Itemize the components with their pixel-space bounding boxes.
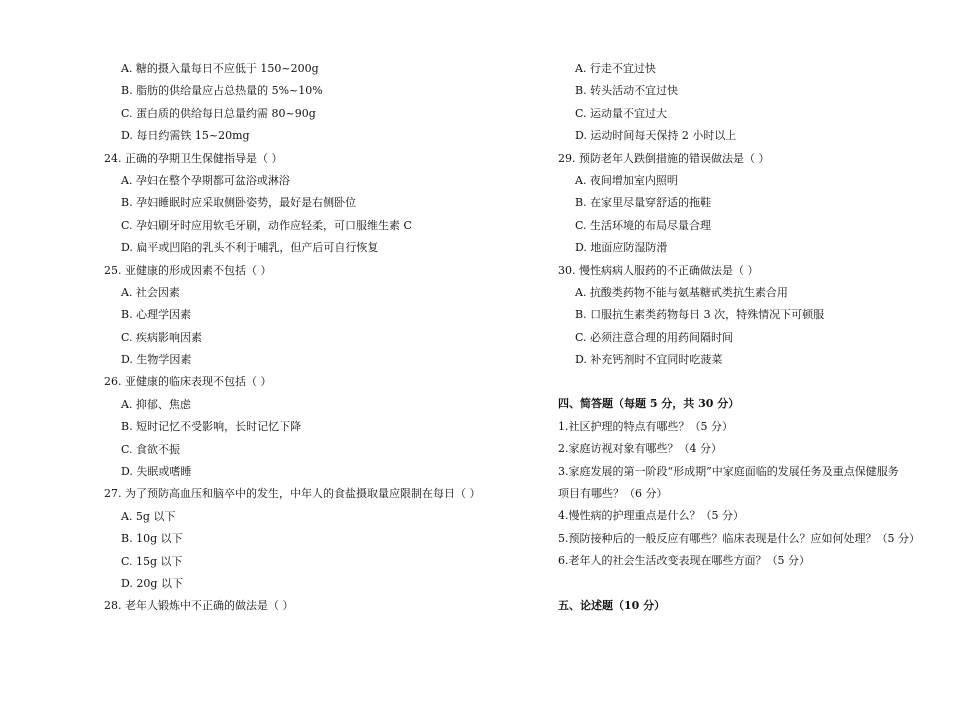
- section-5-title: 五、论述题（10 分）: [558, 598, 666, 612]
- q24-option-b: B. 孕妇睡眠时应采取侧卧姿势，最好是右侧卧位: [121, 196, 357, 210]
- q23-option-b: B. 脂肪的供给量应占总热量的 5%~10%: [121, 84, 323, 98]
- q27-option-a: A. 5g 以下: [121, 509, 176, 523]
- q28-option-d: D. 运动时间每天保持 2 小时以上: [575, 129, 737, 143]
- q26-option-a: A. 抑郁、焦虑: [121, 397, 191, 411]
- q26-option-c: C. 食欲不振: [121, 442, 181, 456]
- q26-option-b: B. 短时记忆不受影响，长时记忆下降: [121, 420, 302, 434]
- q27-option-d: D. 20g 以下: [121, 576, 183, 590]
- q30-option-a: A. 抗酸类药物不能与氨基糖甙类抗生素合用: [575, 285, 788, 299]
- spacer: [558, 371, 958, 393]
- q28-option-c: C. 运动量不宜过大: [575, 106, 668, 120]
- left-column: [104, 58, 544, 618]
- q24-option-d: D. 扁平或凹陷的乳头不利于哺乳，但产后可自行恢复: [121, 241, 379, 255]
- q23-option-c: C. 蛋白质的供给每日总量约需 80~90g: [121, 106, 316, 120]
- q29-option-c: C. 生活环境的布局尽量合理: [575, 218, 712, 232]
- q26-stem: 26. 亚健康的临床表现不包括（ ）: [104, 375, 272, 389]
- q24-stem: 24. 正确的孕期卫生保健指导是（ ）: [104, 151, 283, 165]
- right-column: [558, 58, 958, 617]
- short-answer-2: 2.家庭访视对象有哪些？（4 分）: [558, 442, 722, 456]
- q29-option-b: B. 在家里尽量穿舒适的拖鞋: [575, 196, 712, 210]
- q28-option-b: B. 转头活动不宜过快: [575, 84, 679, 98]
- section-4-title: 四、简答题（每题 5 分，共 30 分）: [558, 397, 740, 411]
- q24-option-c: C. 孕妇刷牙时应用软毛牙刷，动作应轻柔，可口服维生素 C: [121, 218, 412, 232]
- short-answer-1: 1.社区护理的特点有哪些？（5 分）: [558, 419, 733, 433]
- q26-option-d: D. 失眠或嗜睡: [121, 465, 192, 479]
- q29-option-a: A. 夜间增加室内照明: [575, 173, 678, 187]
- short-answer-5: 5.预防接种后的一般反应有哪些？临床表现是什么？应如何处理？（5 分）: [558, 531, 920, 545]
- q30-option-d: D. 补充钙剂时不宜同时吃菠菜: [575, 353, 723, 367]
- short-answer-3: 3.家庭发展的第一阶段“形成期”中家庭面临的发展任务及重点保健服务: [558, 464, 899, 478]
- q29-stem: 29. 预防老年人跌倒措施的错误做法是（ ）: [558, 151, 770, 165]
- short-answer-4: 4.慢性病的护理重点是什么？（5 分）: [558, 509, 744, 523]
- q25-option-d: D. 生物学因素: [121, 353, 192, 367]
- q25-option-c: C. 疾病影响因素: [121, 330, 203, 344]
- spacer: [558, 573, 958, 595]
- q27-stem: 27. 为了预防高血压和脑卒中的发生，中年人的食盐摄取量应限制在每日（ ）: [104, 487, 481, 501]
- q29-option-d: D. 地面应防湿防滑: [575, 241, 668, 255]
- q30-option-b: B. 口服抗生素类药物每日 3 次，特殊情况下可顿服: [575, 308, 825, 322]
- q30-stem: 30. 慢性病病人服药的不正确做法是（ ）: [558, 263, 759, 277]
- q25-stem: 25. 亚健康的形成因素不包括（ ）: [104, 263, 272, 277]
- q27-option-b: B. 10g 以下: [121, 532, 183, 546]
- q28-option-a: A. 行走不宜过快: [575, 62, 656, 75]
- q25-option-b: B. 心理学因素: [121, 308, 192, 322]
- short-answer-6: 6.老年人的社会生活改变表现在哪些方面？（5 分）: [558, 554, 810, 568]
- q25-option-a: A. 社会因素: [121, 285, 180, 299]
- q23-option-d: D. 每日约需铁 15~20mg: [121, 129, 250, 143]
- q24-option-a: A. 孕妇在整个孕期都可盆浴或淋浴: [121, 173, 290, 187]
- q27-option-c: C. 15g 以下: [121, 554, 183, 568]
- short-answer-3-cont: 项目有哪些？（6 分）: [558, 487, 668, 501]
- q28-stem: 28. 老年人锻炼中不正确的做法是（ ）: [104, 599, 294, 613]
- q30-option-c: C. 必须注意合理的用药间隔时间: [575, 330, 734, 344]
- q23-option-a: A. 糖的摄入量每日不应低于 150~200g: [121, 62, 319, 75]
